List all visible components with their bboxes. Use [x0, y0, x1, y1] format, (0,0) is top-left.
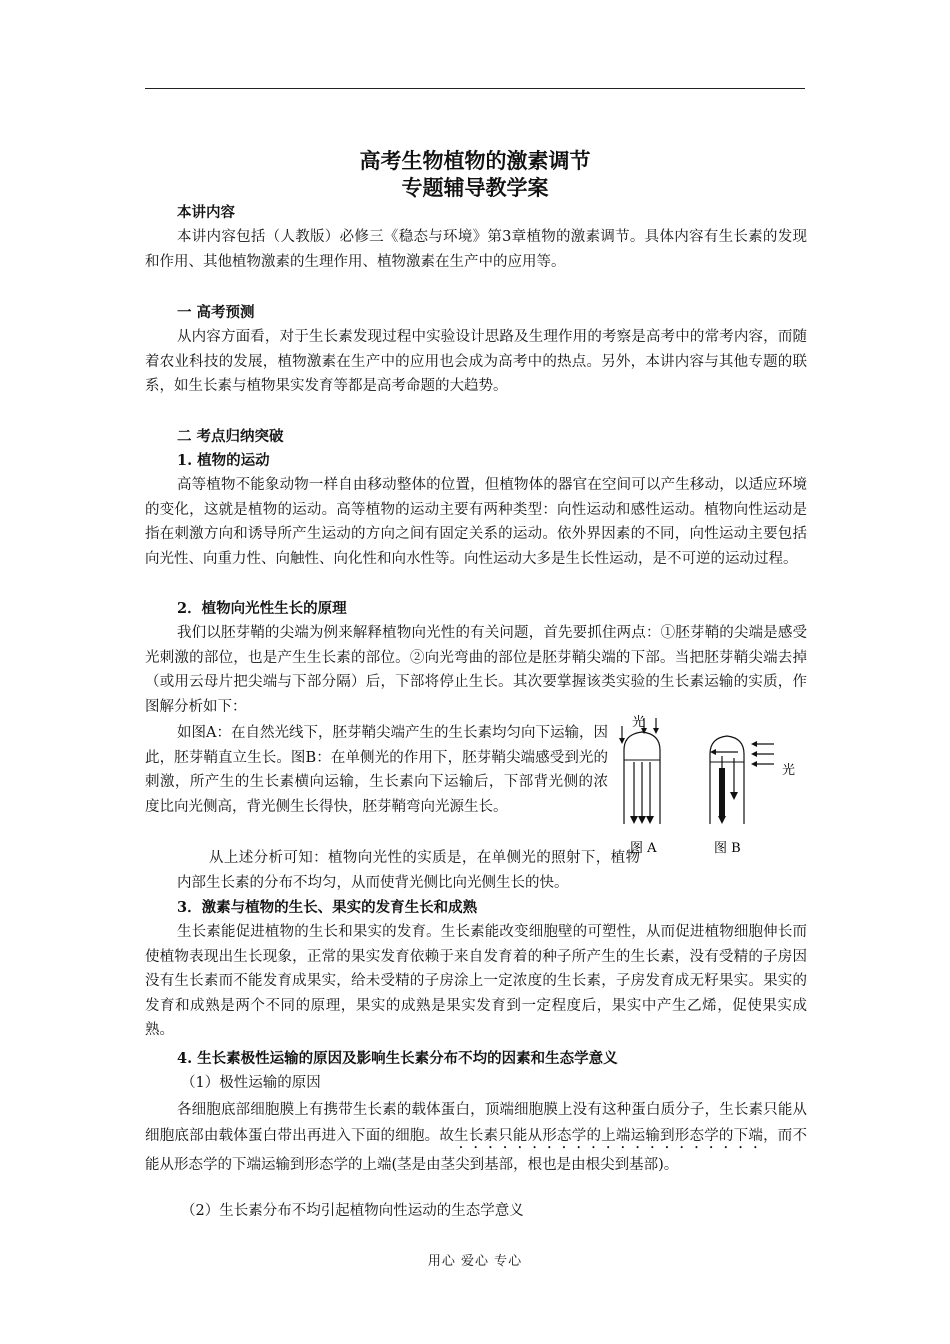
light-arrowhead-b3 [751, 761, 757, 767]
light-label-b: 光 [782, 763, 796, 778]
section1-paragraph: 从内容方面看，对于生长素发现过程中实验设计思路及生理作用的考察是高考中的常考内容，而随着农业科技的发展，植物激素在生产中的应用也会成为高考中的热点。另外，本讲内容与其他专题的联系，如生长素与植物果实发育等都是高考命题的大趋势。 [145, 329, 807, 395]
item4-paragraph-a: 各细胞底部细胞膜上有携带生长素的载体蛋白，顶端细胞膜上没有这种蛋白质分子，生长素只能从细胞底部由载体蛋白带出再进入下面的细胞。故 [145, 1102, 807, 1144]
item4-sub2: （2）生长素分布不均引起植物向性运动的生态学意义 [181, 1203, 524, 1219]
arrowhead-a3 [646, 816, 654, 824]
light-label-a: 光 [632, 715, 646, 730]
item4-sub1: （1）极性运输的原因 [181, 1075, 321, 1091]
item4-paragraph [145, 1097, 807, 1178]
item4-heading: 4. 生长素极性运输的原因及影响生长素分布不均的因素和生态学意义 [177, 1050, 618, 1067]
caption-b: 图 B [714, 841, 741, 856]
arrowhead-b1 [718, 816, 726, 824]
header-rule [145, 88, 805, 89]
arrowhead-a2 [638, 816, 646, 824]
auxin-high-side-bar [719, 768, 725, 816]
item1-paragraph: 高等植物不能象动物一样自由移动整体的位置，但植物体的器官在空间可以产生移动，以适应环境的变化，这就是植物的运动。高等植物的运动主要有两种类型：向性运动和感性运动。植物向性运动是指在刺激方向和诱导所产生运动的方向之间有固定关系的运动。依外界因素的不同，向性运动主要包括向光性、向重力性、向触性、向化性和向水性等。向性运动大多是生长性运动，是不可逆的运动过程。 [145, 477, 807, 567]
item3-heading: 3．激素与植物的生长、果实的发育生长和成熟 [177, 899, 478, 916]
section1-heading: 一 高考预测 [177, 304, 255, 321]
section2-heading: 二 考点归纳突破 [177, 428, 284, 445]
item2-paragraph-1: 我们以胚芽鞘的尖端为例来解释植物向光性的有关问题，首先要抓住两点：①胚芽鞘的尖端是感受光刺激的部位，也是产生生长素的部位。②向光弯曲的部位是胚芽鞘尖端的下部。当把胚芽鞘尖端去掉（或用云母片把尖端与下部分隔）后，下部将停止生长。其次要掌握该类实验的生长素运输的实质，作图解分析如下： [145, 625, 807, 715]
light-arrowhead-a3 [653, 728, 659, 734]
doc-title: 高考生物植物的激素调节 [359, 149, 591, 173]
arrowhead-b2 [730, 792, 738, 800]
item2-heading: 2．植物向光性生长的原理 [177, 600, 347, 617]
item1-heading: 1. 植物的运动 [177, 452, 270, 469]
intro-paragraph: 本讲内容包括（人教版）必修三《稳态与环境》第3章植物的激素调节。具体内容有生长素的发现和作用、其他植物激素的生理作用、植物激素在生产中的应用等。 [145, 229, 807, 270]
item4-paragraph-b: ，而不能从形态学的下端运输到形态学的上端(茎是由茎尖到基部，根也是由根尖到基部)。 [145, 1128, 808, 1173]
light-arrowhead-b1 [751, 741, 757, 747]
intro-heading: 本讲内容 [177, 204, 235, 221]
item3-paragraph: 生长素能促进植物的生长和果实的发育。生长素能改变细胞壁的可塑性，从而促进植物细胞伸长而使植物表现出生长现象，正常的果实发育依赖于来自发育着的种子所产生的生长素，没有受精的子房因没有生长素而不能发育成果实，给未受精的子房涂上一定浓度的生长素，子房发育成无籽果实。果实的发育和成熟是两个不同的原理，果实的成熟是果实发育到一定程度后，果实中产生乙烯，促使果实成熟。 [145, 924, 807, 1039]
item2-paragraph-3-text: 从上述分析可知：植物向光性的实质是，在单侧光的照射下，植物内部生长素的分布不均匀，从而使背光侧比向光侧生长的快。 [177, 850, 640, 891]
page-footer: 用心 爱心 专心 [427, 1254, 523, 1269]
caption-a: 图 A [630, 841, 657, 856]
light-arrowhead-a1 [619, 738, 625, 744]
item4-paragraph-emphasis: 生长素只能从形态学的上端运输到形态学的下端 [454, 1128, 764, 1144]
light-arrowhead-b2 [751, 751, 757, 757]
phototropism-figure [612, 712, 812, 862]
arrowhead-a1 [630, 816, 638, 824]
doc-subtitle: 专题辅导教学案 [401, 176, 549, 200]
item2-paragraph-2: 如图A：在自然光线下，胚芽鞘尖端产生的生长素均匀向下运输，因此，胚芽鞘直立生长。图B：在单侧光的作用下，胚芽鞘尖端感受到光的刺激，所产生的生长素横向运输，生长素向下运输后，下部背光侧的浓度比向光侧高，背光侧生长得快，胚芽鞘弯向光源生长。 [145, 725, 608, 815]
coleoptile-b [710, 736, 744, 824]
